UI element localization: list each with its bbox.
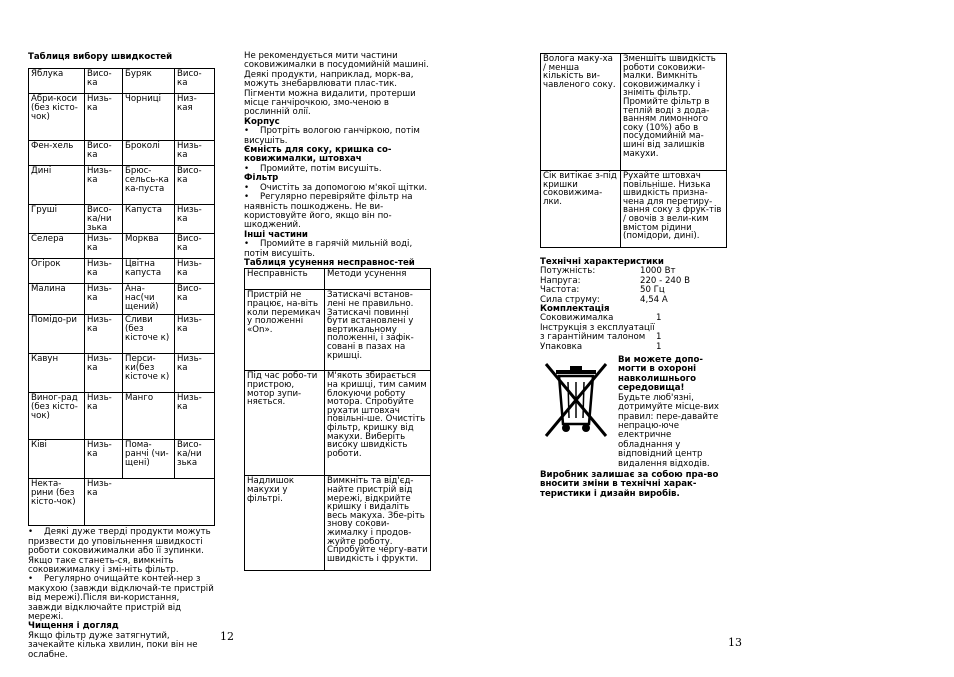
care-intro: Не рекомендується мити частини соковижималки в посудомийній машині. Деякі продукти, наприклад, морк-ва, можуть знебарвлювати плас-тик. Пігменти можна видалити, протерши місце ганчірочкою, змо-ченою в рослинній олії. [244,51,429,118]
speed-cell-product-a: Кавун [29,354,85,393]
trouble-table-title: Таблиця усунення несправнос-тей [244,257,415,268]
kit-row [540,324,726,343]
speed-cell-speed-a: Низь-ка [85,259,123,284]
speed-cell-product-b: Чорниці [123,94,175,141]
speed-cell-product-b [123,479,175,526]
spec-label: Напруга: [540,275,581,286]
speed-table-row [29,69,215,94]
trouble-fault: Під час робо-ти пристрою, мотор зупи-няється. [245,371,325,476]
speed-cell-speed-b: Низь-ка [175,354,215,393]
kit-qty: 1 [656,332,662,343]
filter-title: Фільтр [244,173,279,184]
speed-cell-speed-a: Низь-ка [85,284,123,315]
other-parts-title: Інші частини [244,229,308,240]
speed-cell-product-b: Ана-нас(чи щений) [123,284,175,315]
page-number-right: 13 [728,636,742,649]
kit-item: Інструкція з експлуатації з гарантійним талоном [540,322,655,343]
speed-cell-speed-a: Висо-ка/ни зька [85,205,123,234]
speed-cell-speed-b [175,479,215,526]
rights-note: Виробник залишає за собою пра-во вносити зміни в технічні харак-теристики і дизайн виробів. [540,469,719,499]
speed-table-row [29,284,215,315]
other-parts-bullet: • Промийте в гарячій мильній воді, потім висушіть. [244,240,430,259]
speed-cell-speed-b: Низь-ка [175,141,215,166]
speed-cell-speed-a: Низь-ка [85,166,123,205]
kit-qty: 1 [656,341,662,352]
trouble-row [541,171,727,248]
speed-cell-speed-b: Висо-ка/ни зька [175,440,215,479]
speed-cell-speed-b: Висо-ка [175,234,215,259]
trouble-header-fault: Несправність [245,269,325,290]
speed-cell-product-a: Некта-рини (без кісто-чок) [29,479,85,526]
speed-cell-product-a: Дині [29,166,85,205]
body-title: Корпус [244,116,280,127]
speed-cell-product-a: Малина [29,284,85,315]
speed-cell-speed-b: Низь-ка [175,259,215,284]
speed-cell-product-b: Манго [123,393,175,440]
speed-table-row [29,259,215,284]
trouble-row [245,371,431,476]
kit-qty: 1 [656,313,662,324]
kit-title: Комплектація [540,304,610,315]
trouble-fault: Пристрій не працює, на-віть коли перемикач у положенні «On». [245,290,325,371]
trouble-header-row [245,269,431,290]
speed-cell-product-a: Абри-коси (без кісто-чок) [29,94,85,141]
speed-cell-speed-a: Низь-ка [85,234,123,259]
speed-cell-product-a: Виног-рад (без кісто-чок) [29,393,85,440]
speed-cell-product-b: Пома-ранчі (чи-щені) [123,440,175,479]
trouble-row [541,54,727,171]
speed-cell-product-a: Груші [29,205,85,234]
trouble-fault: Волога маку-ха / менша кількість ви-чавленого соку. [541,54,621,171]
speed-table-row [29,205,215,234]
eco-title: Ви можете допо-могти в охороні навколишнього середовища! [618,355,703,394]
speed-cell-product-b: Морква [123,234,175,259]
speed-table-row [29,94,215,141]
speed-cell-product-b: Капуста [123,205,175,234]
speed-cell-speed-a: Низь-ка [85,94,123,141]
speed-cell-product-a: Огірок [29,259,85,284]
speed-cell-speed-b: Висо-ка [175,69,215,94]
cleaning-title: Чищення і догляд [28,621,119,632]
kit-row [540,343,726,352]
lid-title: Ємність для соку, кришка со-ковижималки, штовхач [244,145,392,165]
speed-cell-speed-a: Висо-ка [85,141,123,166]
filter-bullet-1: • Очистіть за допомогою м'якої щітки. [244,184,430,193]
trouble-table-continued [540,53,727,248]
speed-cell-speed-a: Низь-ка [85,479,123,526]
trouble-row [245,476,431,571]
eco-text: Будьте люб'язні, дотримуйте місце-вих правил: пере-давайте непрацю-юче електричне обладнання у відповідний центр видалення відходів. [618,392,719,469]
cleaning-text: Якщо фільтр дуже затягнутий, зачекайте кілька хвилин, поки він не ослабне. [28,630,198,660]
speed-cell-speed-a: Висо-ка [85,69,123,94]
speed-cell-product-b: Брюс-сельсь-ка ка-пуста [123,166,175,205]
spec-label: Частота: [540,285,580,296]
spec-label: Потужність: [540,266,596,277]
speed-cell-product-b: Перси-ки(без кісточе к) [123,354,175,393]
spec-value: 220 - 240 В [640,275,690,286]
trouble-method: Затискачі встанов-лені не правильно. Затискачі повинні бути встановлені у вертикальному положенні, і зафік-совані в пазах на кришці. [325,290,431,371]
speed-cell-speed-b: Висо-ка [175,284,215,315]
speed-cell-speed-a: Низь-ка [85,393,123,440]
speed-table-row [29,315,215,354]
filter-bullet-2: • Регулярно перевіряйте фільтр на наявність пошкоджень. Не ви-користовуйте його, якщо він по-шкоджений. [244,193,430,231]
kit-item: Упаковка [540,341,583,352]
speed-cell-speed-b: Висо-ка [175,166,215,205]
spec-value: 4,54 А [640,294,668,305]
speed-table-row [29,166,215,205]
speed-cell-speed-b: Низь-ка [175,205,215,234]
bullet-hard-products: • Деякі дуже тверді продукти можуть призвести до уповільнення швидкості роботи соковижималки або її зупинки. Якщо таке станеть-ся, вимкніть соковижималку і змі-ніть фільтр. [28,528,214,575]
spec-title: Технічні характеристики [540,257,664,267]
speed-cell-speed-b: Низь-ка [175,315,215,354]
body-bullet: • Протріть вологою ганчіркою, потім висушіть. [244,127,430,146]
speed-cell-speed-a: Низь-ка [85,354,123,393]
spec-label: Сила струму: [540,294,600,305]
speed-cell-product-a: Ківі [29,440,85,479]
trouble-fault: Надлишок макухи у фільтрі. [245,476,325,571]
speed-table-row [29,234,215,259]
speed-table-title: Таблиця вибору швидкостей [28,52,173,62]
speed-table [28,68,215,526]
speed-cell-product-a: Селера [29,234,85,259]
speed-table-row [29,354,215,393]
eco-block [540,355,726,469]
speed-cell-product-a: Яблука [29,69,85,94]
lid-bullet: • Промийте, потім висушіть. [244,165,430,174]
trouble-row [245,290,431,371]
left-column [28,53,214,660]
trouble-table [244,268,431,571]
speed-cell-speed-b: Низ-кая [175,94,215,141]
speed-cell-product-b: Сливи (без кісточе к) [123,315,175,354]
middle-column [244,52,430,571]
speed-cell-speed-a: Низь-ка [85,315,123,354]
eco-text-block [618,355,726,469]
kit-item: Соковижималка [540,313,614,324]
trouble-method: Рухайте штовхач повільніше. Низька швидкість призна-чена для перетиру-вання соку з фрук-тів / овочів з вели-ким вмістом рідини (помідори, дині). [621,171,727,248]
speed-cell-speed-a: Низь-ка [85,440,123,479]
speed-table-row [29,393,215,440]
crossed-bin-icon [540,360,612,440]
spec-value: 50 Гц [640,285,665,296]
trouble-method: М'якоть збирається на кришці, тим самим блокуючи роботу мотора. Спробуйте рухати штовхач повільні-ше. Очистіть фільтр, кришку від макухи. Виберіть високу швидкість роботи. [325,371,431,476]
speed-table-row [29,440,215,479]
speed-table-row [29,141,215,166]
speed-cell-product-b: Цвітна капуста [123,259,175,284]
trouble-method: Вимкніть та від'єд-найте пристрій від мережі, відкрийте кришку і видаліть весь макуха. Збе-ріть знову сокови-жималку і продов-жуйте роботу. Спробуйте чергу-вати швидкість і фрукти. [325,476,431,571]
bullet-clean-container: • Регулярно очищайте контей-нер з макухою (завжди відключай-те пристрій від мережі).Після ви-користання, завжди відключайте пристрій від мережі. [28,575,214,622]
spec-value: 1000 Вт [640,266,676,277]
speed-cell-speed-b: Низь-ка [175,393,215,440]
trouble-method: Зменшіть швидкість роботи соковижи-малки. Вимкніть соковижималку і зніміть фільтр. Промийте фільтр в теплій воді з дода-ванням лимонного соку (10%) або в посудомийній ма-шині від залишків макухи. [621,54,727,171]
trouble-fault: Сік витікає з-під кришки соковижима-лки. [541,171,621,248]
page-number-left: 12 [220,630,234,643]
speed-cell-product-a: Фен-хель [29,141,85,166]
speed-table-row [29,479,215,526]
speed-cell-product-b: Буряк [123,69,175,94]
speed-cell-product-b: Броколі [123,141,175,166]
speed-cell-product-a: Помідо-ри [29,315,85,354]
trouble-header-method: Методи усунення [325,269,431,290]
right-column [540,53,726,499]
